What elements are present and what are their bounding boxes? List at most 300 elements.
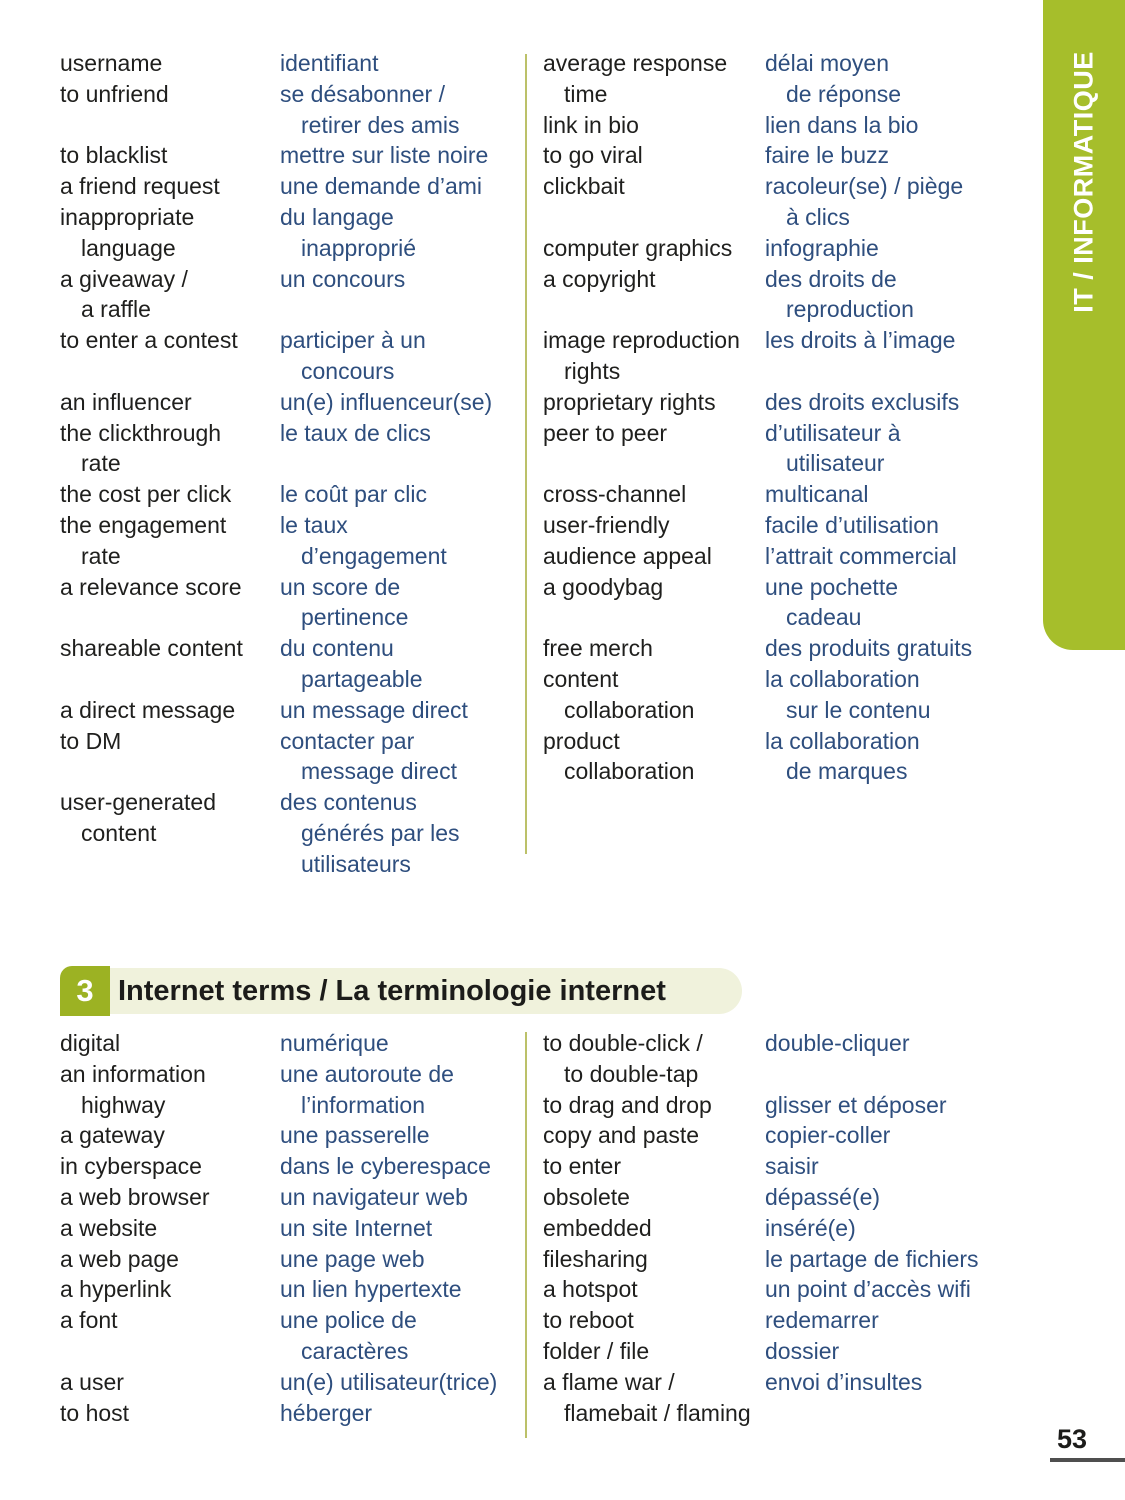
section-header [60,966,760,1016]
term-english-line: a font [60,1307,118,1334]
vocab-row [543,387,1013,418]
term-french-line: des produits gratuits [765,635,973,662]
term-french [280,633,526,695]
term-english-line: user-friendly [543,511,670,538]
vocab-row [60,1367,526,1398]
term-english [60,1305,280,1336]
term-french-line: l’information [301,1091,425,1118]
term-french [765,233,1013,264]
vocab-row [60,1182,526,1213]
term-french-line: dans le cyberespace [280,1153,491,1180]
term-french-line: héberger [280,1399,373,1426]
vocab-row [543,1336,1013,1367]
term-french-line: faire le buzz [765,142,890,169]
term-french [280,140,526,171]
term-french [765,325,1013,356]
term-english [60,387,280,418]
vocab-row [543,1367,1013,1429]
term-english-line: a relevance score [60,573,242,600]
vocab-row [60,510,526,572]
term-english-line: embedded [543,1214,652,1241]
term-french-line: numérique [280,1030,389,1056]
page-number: 53 [1057,1424,1088,1454]
term-french [280,264,526,295]
term-french [280,1120,526,1151]
term-french-line: de réponse [786,80,902,107]
term-english [543,1305,765,1336]
term-english-line: to blacklist [60,142,168,169]
vocab-row [543,1120,1013,1151]
term-french [765,1028,1013,1059]
term-english-line: image reproduction [543,327,740,354]
vocab-row [60,726,526,788]
term-english [543,110,765,141]
term-english-line: clickbait [543,173,625,200]
term-french-line: un(e) utilisateur(trice) [280,1368,498,1395]
term-english-line: rights [564,357,621,384]
term-french-line: les droits à l’image [765,327,956,354]
term-french [280,1244,526,1275]
term-french [765,1305,1013,1336]
term-french-line: le partage de fichiers [765,1245,979,1272]
term-french-line: infographie [765,234,879,261]
term-english [60,479,280,510]
term-french [765,110,1013,141]
term-english-line: a gateway [60,1122,165,1149]
term-french-line: un navigateur web [280,1183,468,1210]
term-french [280,1213,526,1244]
term-english [60,79,280,110]
term-french [280,171,526,202]
term-french [280,418,526,449]
term-english-line: a copyright [543,265,656,292]
term-english-line: flamebait / flaming [564,1399,751,1426]
term-english-line: a raffle [81,296,151,323]
vocab-row [60,1274,526,1305]
term-english-line: a web browser [60,1183,210,1210]
term-french-line: un message direct [280,696,468,723]
term-english-line: to DM [60,727,122,754]
term-english-line: a direct message [60,696,236,723]
term-french [765,664,1013,726]
term-french-line: sur le contenu [786,696,931,723]
term-french [765,572,1013,634]
term-french-line: des droits exclusifs [765,388,960,415]
term-french [765,264,1013,326]
term-english [60,1213,280,1244]
term-french-line: inséré(e) [765,1214,856,1241]
vocab-block-top-left [60,48,526,880]
term-english [60,695,280,726]
term-english-line: a giveaway / [60,265,188,292]
term-french-line: lien dans la bio [765,111,919,138]
term-french-line: à clics [786,203,850,230]
term-french-line: concours [301,357,395,384]
term-english [543,264,765,295]
term-english [60,1120,280,1151]
term-french [765,479,1013,510]
term-english [60,1182,280,1213]
term-english-line: a hyperlink [60,1276,172,1303]
term-french-line: double-cliquer [765,1030,910,1056]
term-french [280,1398,526,1429]
term-french-line: contacter par [280,727,415,754]
term-french-line: du langage [280,203,394,230]
term-french-line: des contenus [280,789,417,816]
term-english-line: a hotspot [543,1276,638,1303]
term-english [60,726,280,757]
term-english [543,387,765,418]
term-french [765,140,1013,171]
term-french [765,1213,1013,1244]
term-french [765,171,1013,233]
term-english-line: a web page [60,1245,179,1272]
term-english [60,1028,280,1059]
vocab-row [60,1151,526,1182]
term-english-line: an information [60,1060,206,1087]
term-english-line: username [60,50,163,76]
term-english [543,418,765,449]
term-french-line: dépassé(e) [765,1183,881,1210]
term-french [280,202,526,264]
term-french-line: pertinence [301,604,409,631]
term-english-line: shareable content [60,635,243,662]
term-english-line: rate [81,450,121,477]
term-english-line: audience appeal [543,542,712,569]
term-french [280,1305,526,1367]
term-french-line: un score de [280,573,401,600]
term-english [60,202,280,264]
term-french-line: une police de [280,1307,417,1334]
vocab-row [60,633,526,695]
term-english-line: filesharing [543,1245,648,1272]
chapter-tab-label: IT / INFORMATIQUE [1068,51,1099,313]
term-english [60,633,280,664]
term-french [765,1244,1013,1275]
term-english-line: to drag and drop [543,1091,712,1118]
term-french-line: inapproprié [301,234,417,261]
vocab-row [60,140,526,171]
term-english-line: time [564,80,608,107]
vocab-row [60,264,526,326]
vocab-row [543,171,1013,233]
term-french-line: une pochette [765,573,899,600]
term-english-line: a goodybag [543,573,664,600]
vocab-row [543,1274,1013,1305]
term-english-line: to double-click / [543,1030,703,1056]
vocab-row [543,1213,1013,1244]
term-english-line: to enter a contest [60,327,238,354]
term-french [765,48,1013,110]
vocab-row [60,79,526,141]
term-english [60,787,280,849]
term-english-line: an influencer [60,388,192,415]
vocab-row [60,787,526,879]
term-english [543,479,765,510]
term-french [765,387,1013,418]
vocab-block-bottom-left [60,1028,526,1428]
term-french-line: redemarrer [765,1307,879,1334]
term-english [60,1367,280,1398]
term-english [60,325,280,356]
term-english-line: collaboration [564,696,695,723]
term-french [765,726,1013,788]
term-french-line: message direct [301,758,457,785]
term-english-line: cross-channel [543,481,687,508]
term-french [280,1028,526,1059]
term-english [60,418,280,480]
vocab-row [60,387,526,418]
chapter-tab [1043,0,1125,650]
vocab-row [60,171,526,202]
vocab-row [543,1028,1013,1090]
term-french [280,695,526,726]
vocab-row [60,1244,526,1275]
term-french-line: d’engagement [301,542,447,569]
vocab-row [543,325,1013,387]
term-french-line: le taux de clics [280,419,431,446]
term-english [60,1244,280,1275]
term-french-line: partageable [301,665,423,692]
term-french-line: cadeau [786,604,862,631]
column-divider-top [525,54,527,854]
vocab-row [543,664,1013,726]
term-french-line: du contenu [280,635,394,662]
term-english-line: inappropriate [60,203,195,230]
term-english-line: a friend request [60,173,220,200]
term-french-line: utilisateur [786,450,885,477]
term-french [280,325,526,387]
term-english [543,325,765,387]
term-english-line: to enter [543,1153,621,1180]
term-english-line: average response [543,50,728,76]
vocab-row [60,1213,526,1244]
term-english-line: a website [60,1214,158,1241]
term-english [543,1028,765,1090]
term-english [60,140,280,171]
term-french-line: un concours [280,265,406,292]
term-english [60,1151,280,1182]
term-french-line: le coût par clic [280,481,428,508]
term-french [765,1367,1013,1398]
vocab-row [543,541,1013,572]
term-english-line: a flame war / [543,1368,675,1395]
term-french [280,510,526,572]
term-english-line: link in bio [543,111,639,138]
page-number-rule [1050,1424,1125,1462]
section-title: Internet terms / La terminologie internet [118,974,666,1007]
term-english [543,1274,765,1305]
term-french-line: se désabonner / [280,80,445,107]
vocab-row [543,1090,1013,1121]
vocab-row [543,1244,1013,1275]
vocab-row [543,264,1013,326]
vocab-row [60,1120,526,1151]
vocab-row [60,572,526,634]
term-french-line: le taux [280,511,348,538]
term-french-line: d’utilisateur à [765,419,901,446]
term-french [765,1274,1013,1305]
term-english-line: language [81,234,176,261]
term-french [765,510,1013,541]
term-english [543,1182,765,1213]
vocab-block-bottom-right [543,1028,1013,1428]
term-french-line: un point d’accès wifi [765,1276,971,1303]
vocab-row [543,479,1013,510]
vocab-row [60,1305,526,1367]
term-french-line: envoi d’insultes [765,1368,923,1395]
vocab-row [60,1059,526,1121]
term-french-line: l’attrait commercial [765,542,957,569]
term-english-line: to double-tap [564,1060,699,1087]
term-english-line: folder / file [543,1337,650,1364]
term-french-line: la collaboration [765,665,920,692]
section-number-badge: 3 [60,966,110,1016]
term-english-line: the cost per click [60,481,232,508]
vocab-row [543,1151,1013,1182]
term-english [543,140,765,171]
term-french [765,418,1013,480]
term-english-line: collaboration [564,758,695,785]
vocab-row [60,695,526,726]
term-english [60,171,280,202]
term-english [60,510,280,572]
term-english-line: content [543,665,619,692]
vocab-row [543,110,1013,141]
term-french-line: mettre sur liste noire [280,142,489,169]
term-french [765,633,1013,664]
term-english-line: to host [60,1399,130,1426]
vocab-row [543,48,1013,110]
term-french-line: un lien hypertexte [280,1276,462,1303]
vocab-row [543,633,1013,664]
vocab-row [60,418,526,480]
term-english-line: highway [81,1091,166,1118]
term-english-line: peer to peer [543,419,668,446]
term-french [280,1151,526,1182]
term-english [60,1274,280,1305]
term-french-line: utilisateurs [301,850,411,877]
term-french-line: facile d’utilisation [765,511,939,538]
vocab-row [543,1305,1013,1336]
term-english [543,171,765,202]
term-french [280,1274,526,1305]
term-english [60,1398,280,1429]
term-english-line: obsolete [543,1183,630,1210]
column-divider-bottom [525,1032,527,1438]
term-english-line: user-generated [60,789,216,816]
term-english-line: to unfriend [60,80,169,107]
vocab-row [543,233,1013,264]
term-french-line: de marques [786,758,908,785]
term-french-line: reproduction [786,296,914,323]
term-french [280,1182,526,1213]
term-english [543,1244,765,1275]
term-english [543,541,765,572]
term-french [280,48,526,79]
term-french-line: multicanal [765,481,869,508]
term-french [280,479,526,510]
term-french-line: identifiant [280,50,379,76]
term-french-line: un(e) influenceur(se) [280,388,493,415]
term-french [280,79,526,141]
term-french [280,1367,526,1398]
term-french-line: délai moyen [765,50,890,76]
term-english [543,726,765,788]
term-english [543,1367,765,1429]
term-english-line: digital [60,1030,121,1056]
term-english [543,1120,765,1151]
term-english [60,1059,280,1121]
term-english-line: to go viral [543,142,643,169]
term-english-line: content [81,819,157,846]
term-english [60,48,280,79]
vocab-row [543,726,1013,788]
vocab-row [543,572,1013,634]
term-english [543,1213,765,1244]
term-english [543,48,765,110]
term-french-line: caractères [301,1337,409,1364]
vocab-row [543,418,1013,480]
term-english [543,572,765,603]
term-english [543,510,765,541]
term-french-line: une demande d’ami [280,173,483,200]
term-english [60,572,280,603]
term-french-line: copier-coller [765,1122,891,1149]
vocab-row [60,325,526,387]
term-english-line: rate [81,542,121,569]
term-french [280,726,526,788]
vocab-row [60,1028,526,1059]
term-french-line: saisir [765,1153,819,1180]
term-french-line: une autoroute de [280,1060,454,1087]
term-english-line: the clickthrough [60,419,222,446]
term-english [543,664,765,726]
term-french-line: une page web [280,1245,425,1272]
vocab-row [543,510,1013,541]
term-english-line: free merch [543,635,653,662]
term-english-line: computer graphics [543,234,733,261]
vocab-row [543,140,1013,171]
term-french [765,1151,1013,1182]
term-english [60,264,280,326]
term-english [543,1336,765,1367]
term-french [280,1059,526,1121]
term-english-line: to reboot [543,1307,634,1334]
term-french [765,1090,1013,1121]
term-english-line: the engagement [60,511,227,538]
term-french-line: un site Internet [280,1214,433,1241]
term-french-line: glisser et déposer [765,1091,947,1118]
term-french-line: retirer des amis [301,111,460,138]
term-english-line: product [543,727,620,754]
term-french-line: générés par les [301,819,460,846]
vocab-row [60,1398,526,1429]
term-french-line: dossier [765,1337,840,1364]
vocab-row [60,479,526,510]
term-french-line: participer à un [280,327,426,354]
vocab-row [543,1182,1013,1213]
term-english [543,1151,765,1182]
term-french [765,1336,1013,1367]
vocab-row [60,202,526,264]
term-english [543,633,765,664]
term-french-line: une passerelle [280,1122,430,1149]
term-english-line: proprietary rights [543,388,716,415]
term-english-line: a user [60,1368,124,1395]
term-french-line: racoleur(se) / piège [765,173,964,200]
term-english [543,233,765,264]
